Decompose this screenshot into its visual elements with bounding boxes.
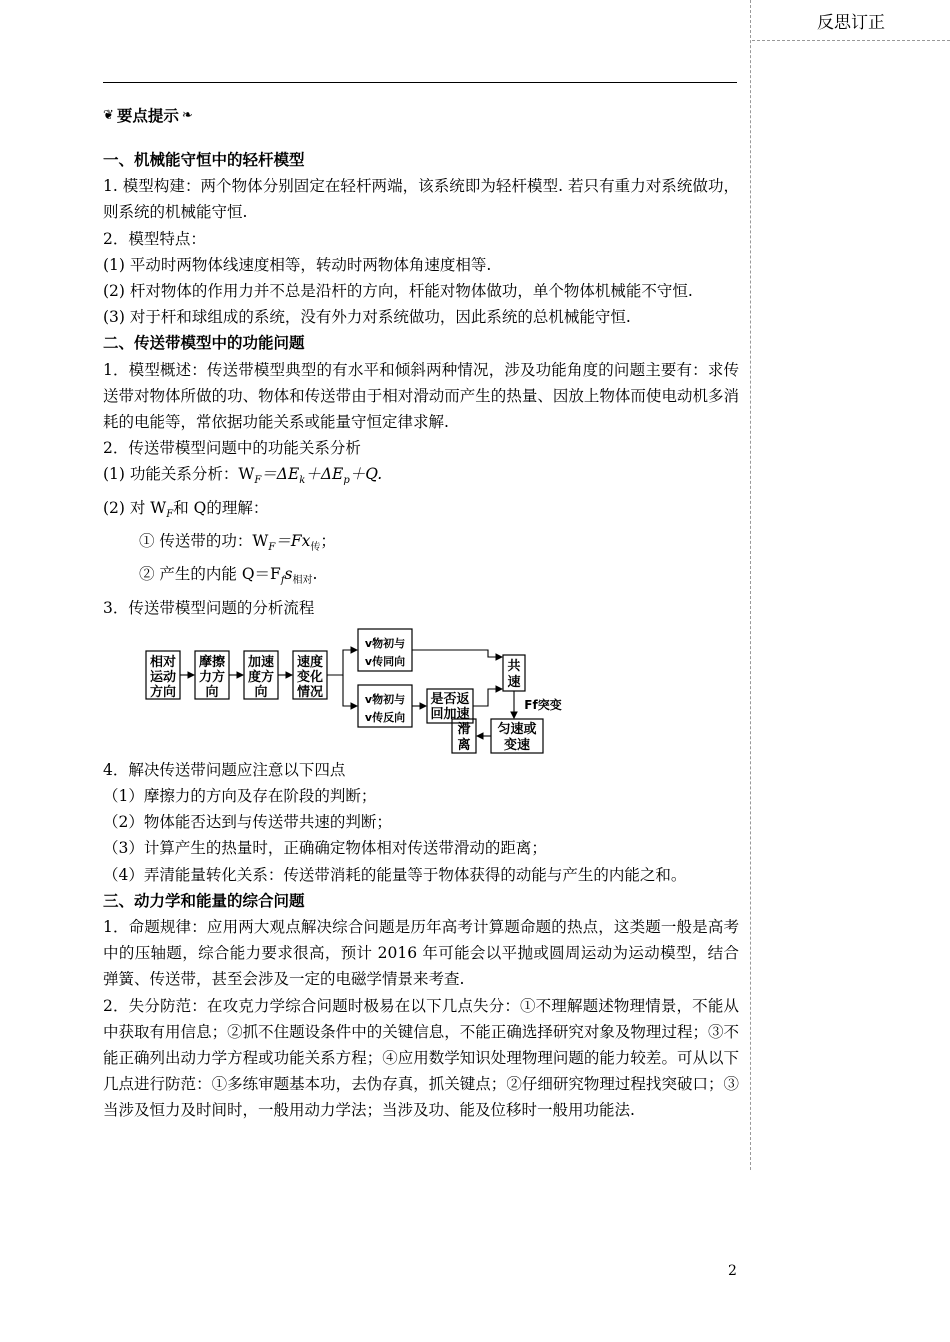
flow-text: 力方 xyxy=(198,669,226,685)
flow-text: v传反向 xyxy=(364,710,406,724)
section1-p1: 1. 模型构建：两个物体分别固定在轻杆两端，该系统即为轻杆模型. 若只有重力对系统做功，则系统的机械能守恒. xyxy=(103,177,739,222)
flow-text: 相对 xyxy=(149,654,177,670)
section2-p1: 1．模型概述：传送带模型典型的有水平和倾斜两种情况，涉及功能角度的问题主要有：求传送带对物体所做的功、物体和传送带由于相对滑动而产生的热量、因放上物体而使电动机多消耗的电能等，常依据功能关系或能量守恒定律求解. xyxy=(103,360,739,432)
flow-text: 加速 xyxy=(247,654,275,670)
header-rule xyxy=(103,82,737,83)
section1-p4: (2) 杆对物体的作用力并不总是沿杆的方向，杆能对物体做功，单个物体机械能不守恒. xyxy=(103,282,693,301)
flow-text: 离 xyxy=(457,737,471,753)
section2-p8: 4．解决传送带问题应注意以下四点 xyxy=(103,760,346,779)
flow-text: v传同向 xyxy=(364,654,406,668)
flow-text: v物初与 xyxy=(364,692,406,706)
section2-p6: ② 产生的内能 $Q=F_fs_{相对}$. xyxy=(139,565,318,587)
flow-label-ff: Ff突变 xyxy=(524,697,562,712)
section2-p2: 2．传送带模型问题中的功能关系分析 xyxy=(103,439,361,458)
section2-p4: (2) 对 $W_F$和 Q的理解： xyxy=(103,498,269,520)
flow-text: 向 xyxy=(205,684,219,700)
flow-text: 变化 xyxy=(296,669,324,685)
hint-header xyxy=(103,103,739,129)
section1-p5: (3) 对于杆和球组成的系统，没有外力对系统做功，因此系统的总机械能守恒. xyxy=(103,308,631,327)
section3-p2: 2．失分防范：在攻克力学综合问题时极易在以下几点失分：①不理解题述物理情景，不能从中获取有用信息；②抓不住题设条件中的关键信息，不能正确选择研究对象及物理过程；③不能正确列出动力学方程或功能关系方程；④应用数学知识处理物理问题的能力较差。可从以下几点进行防范：①多练审题基本功，去伪存真，抓关键点；②仔细研究物理过程找突破口；③当涉及恒力及时间时，一般用动力学法；当涉及功、能及位移时一般用功能法. xyxy=(103,996,739,1120)
document-body xyxy=(103,103,739,1124)
section2-p7: 3．传送带模型问题的分析流程 xyxy=(103,598,315,617)
section1-p2: 2．模型特点： xyxy=(103,229,206,248)
section1-p3: (1) 平动时两物体线速度相等，转动时两物体角速度相等. xyxy=(103,255,492,274)
section2-p12: （4）弄清能量转化关系：传送带消耗的能量等于物体获得的动能与产生的内能之和。 xyxy=(103,865,687,884)
flow-text: 是否返 xyxy=(430,691,470,707)
flow-text: 滑 xyxy=(457,721,471,737)
flow-text: 运动 xyxy=(149,669,177,685)
ornament-left-icon: ❦ xyxy=(103,107,114,123)
section2-heading: 二、传送带模型中的功能问题 xyxy=(103,334,305,353)
section3-p1: 1．命题规律：应用两大观点解决综合问题是历年高考计算题命题的热点，这类题一般是高考中的压轴题，综合能力要求很高，预计 2016 年可能会以平抛或圆周运动为运动模型，结合弹簧、传送带，甚至会涉及一定的电磁学情景来考查. xyxy=(103,918,739,989)
flow-text: 度方 xyxy=(247,669,275,685)
sidebar-separator xyxy=(752,40,950,41)
flow-text: 速 xyxy=(507,674,521,690)
flow-text: 变速 xyxy=(503,737,531,753)
flow-text: 回加速 xyxy=(430,706,470,722)
flow-text: 匀速或 xyxy=(497,721,537,737)
hint-title: 要点提示 xyxy=(116,106,179,125)
flow-text: 速度 xyxy=(296,654,324,670)
section2-p3: (1) 功能关系分析：$W_F=\Delta E_k+\Delta E_p+Q$. xyxy=(103,465,383,487)
ornament-right-icon: ❧ xyxy=(181,107,193,123)
section2-p9: （1）摩擦力的方向及存在阶段的判断； xyxy=(103,787,377,806)
section2-p10: （2）物体能否达到与传送带共速的判断； xyxy=(103,813,392,832)
sidebar-divider xyxy=(750,0,751,1170)
section3-heading: 三、动力学和能量的综合问题 xyxy=(103,891,305,910)
flow-text: 方向 xyxy=(149,684,177,700)
flow-text: 向 xyxy=(254,684,268,700)
section2-p5: ① 传送带的功：$W_F=Fx_传$； xyxy=(139,532,336,554)
flow-text: v物初与 xyxy=(364,636,406,650)
section1-heading: 一、机械能守恒中的轻杆模型 xyxy=(103,151,305,169)
flow-text: 共 xyxy=(507,658,521,674)
page-number: 2 xyxy=(728,1263,737,1279)
flowchart xyxy=(143,625,739,757)
flow-text: 情况 xyxy=(296,684,324,700)
flow-text: 摩擦 xyxy=(198,654,226,670)
section2-p11: （3）计算产生的热量时，正确确定物体相对传送带滑动的距离； xyxy=(103,839,547,858)
sidebar-title: 反思订正 xyxy=(817,13,885,33)
